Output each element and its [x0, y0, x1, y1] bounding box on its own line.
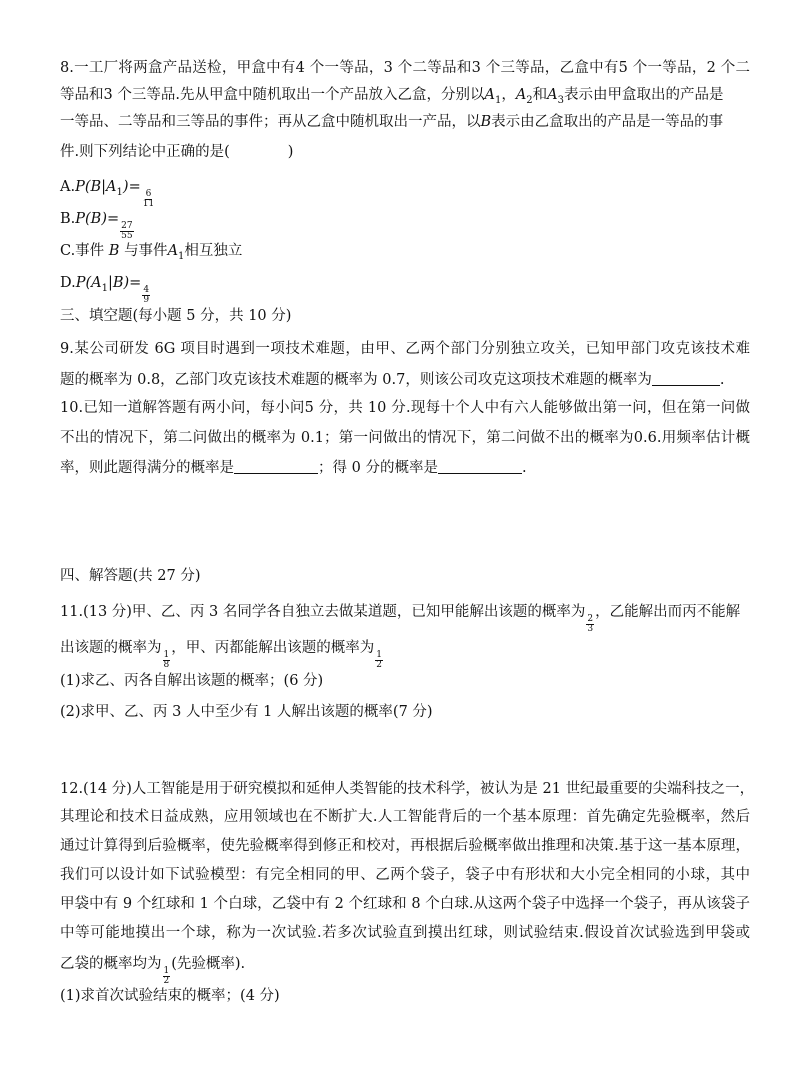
option-a-close: )=	[122, 179, 141, 195]
option-a-label: A.	[60, 179, 76, 195]
event-b: B	[480, 114, 492, 130]
fraction-den: 2	[376, 660, 382, 670]
fraction-num: 1	[163, 966, 170, 976]
q9-answer-blank[interactable]	[652, 371, 720, 386]
option-d-fraction	[142, 286, 150, 305]
q11-line1	[60, 602, 740, 634]
q12-line7-text: 乙袋的概率均为	[60, 956, 162, 972]
event-a2-sub: 2	[526, 94, 533, 106]
fraction-num: 1	[163, 650, 170, 660]
option-b-fraction	[120, 222, 133, 241]
q8-stem: 件.则下列结论中正确的是(	[60, 144, 230, 160]
option-b-expr: P(B)=	[75, 211, 120, 227]
q12-line6: 中等可能地摸出一个球，称为一次试验.若多次试验直到摸出红球，则试验结束.假设首次试验选到甲袋或	[60, 925, 750, 941]
fraction-den: 11	[142, 199, 155, 209]
q8-line2: 等品和3 个三等品.先从甲盒中随机取出一个产品放入乙盒，分别以$A_1$，$A_2$和$A_3$表示由甲盒取出的产品是	[60, 87, 724, 106]
q11-line2-mid: ，甲、丙都能解出该题的概率为	[171, 640, 375, 656]
q8-line1: 8.一工厂将两盒产品送检，甲盒中有4 个一等品，3 个二等品和3 个三等品，乙盒中有5 个一等品，2 个二	[60, 60, 750, 76]
event-a3-sub: 3	[557, 94, 565, 106]
q8-line3	[60, 112, 723, 132]
q11-line1-text: 11.(13 分)甲、乙、丙 3 名同学各自独立去做某道题，已知甲能解出该题的概率为	[60, 604, 586, 620]
q8-line3-tail: 表示由乙盒取出的产品是一等品的事	[491, 114, 724, 130]
q8-line2-tail: 表示由甲盒取出的产品是	[564, 87, 724, 103]
fraction-den: 3	[587, 624, 594, 634]
section4-title: 四、解答题(共 27 分)	[60, 568, 201, 584]
fraction-den: 55	[121, 231, 133, 241]
option-c-b: B	[108, 243, 120, 259]
option-d-expr: P(A	[75, 275, 102, 291]
fraction-den: 9	[143, 295, 150, 305]
q10-answer-blank-1[interactable]	[234, 459, 318, 474]
option-d-label: D.	[60, 275, 76, 291]
q9-line1: 9.某公司研发 6G 项目时遇到一项技术难题，由甲、乙两个部门分别独立攻关，已知甲部门攻克该技术难	[60, 341, 750, 357]
q11-fraction-3	[375, 651, 383, 670]
q8-option-c	[60, 241, 242, 261]
option-c-sub: 1	[178, 250, 185, 262]
q10-period: .	[521, 460, 527, 476]
event-a2: A	[515, 87, 527, 103]
option-a-expr: P(B|A	[75, 179, 117, 195]
q8-line3-text: 一等品、二等品和三等品的事件；再从乙盒中随机取出一产品，以	[60, 114, 481, 130]
fraction-num: 6	[145, 189, 152, 199]
q11-sub1: (1)求乙、丙各自解出该题的概率；(6 分)	[60, 673, 324, 689]
q8-option-a	[60, 177, 156, 209]
q8-and: 和	[532, 87, 548, 103]
event-a3: A	[547, 87, 558, 103]
fraction-num: 2	[587, 614, 594, 624]
q11-fraction-2	[163, 651, 171, 670]
fraction-den: 2	[163, 976, 170, 986]
q10-line1: 10.已知一道解答题有两小问，每小问5 分，共 10 分.现每十个人中有六人能够做出第一问，但在第一问做	[60, 400, 750, 416]
event-a1-sub: 1	[494, 94, 502, 106]
q12-line1: 12.(14 分)人工智能是用于研究模拟和延伸人类智能的技术科学，被认为是 21 世纪最重要的尖端科技之一，	[60, 781, 755, 797]
q12-line7-tail: (先验概率).	[171, 956, 246, 972]
fraction-num: 27	[121, 221, 133, 231]
q12-line7	[60, 954, 245, 986]
q8-paren-close: )	[287, 144, 294, 160]
event-a1: A	[484, 87, 495, 103]
option-a-fraction	[142, 190, 155, 209]
q9-period: .	[719, 372, 725, 388]
q11-sub2: (2)求甲、乙、丙 3 人中至少有 1 人解出该题的概率(7 分)	[60, 704, 433, 720]
option-c-a: A	[167, 243, 179, 259]
q11-line2-text: 出该题的概率为	[60, 640, 162, 656]
q8-option-d	[60, 273, 151, 305]
fraction-num: 1	[376, 650, 382, 660]
option-b-label: B.	[60, 211, 76, 227]
q9-line2	[60, 370, 724, 390]
q8-option-b	[60, 209, 135, 241]
fraction-den: 8	[163, 660, 170, 670]
q10-line3	[60, 458, 527, 478]
q10-line3-mid: ；得 0 分的概率是	[318, 460, 438, 476]
q8-line4	[60, 142, 293, 162]
option-a-sub: 1	[116, 186, 123, 198]
q11-line2	[60, 638, 384, 670]
q9-line2-text: 题的概率为 0.8，乙部门攻克该技术难题的概率为 0.7，则该公司攻克这项技术难题的概率为	[60, 372, 652, 388]
q10-line2: 不出的情况下，第二问做出的概率为 0.1；第一问做出的情况下，第二问做不出的概率为0.6.用频率估计概	[60, 430, 750, 446]
q12-line2: 其理论和技术日益成熟，应用领域也在不断扩大.人工智能背后的一个基本原理：首先确定先验概率，然后	[60, 809, 750, 825]
option-c-label: C.事件	[60, 243, 105, 259]
option-c-mid: 与事件	[124, 243, 168, 259]
section3-title: 三、填空题(每小题 5 分，共 10 分)	[60, 308, 292, 324]
q10-answer-blank-2[interactable]	[438, 459, 522, 474]
q11-line1-tail: ，乙能解出而丙不能解	[595, 604, 741, 620]
q11-fraction-1	[586, 615, 594, 634]
option-d-close: |B)=	[107, 275, 142, 291]
q12-line3: 通过计算得到后验概率，使先验概率得到修正和校对，再根据后验概率做出推理和决策.基于这一基本原理，	[60, 838, 750, 854]
q10-line3-text: 率，则此题得满分的概率是	[60, 460, 234, 476]
q12-line4: 我们可以设计如下试验模型：有完全相同的甲、乙两个袋子，袋子中有形状和大小完全相同的小球，其中	[60, 867, 750, 883]
q12-sub1: (1)求首次试验结束的概率；(4 分)	[60, 988, 280, 1004]
option-d-sub: 1	[101, 282, 108, 294]
fraction-num: 4	[143, 285, 150, 295]
q12-line5: 甲袋中有 9 个红球和 1 个白球，乙袋中有 2 个红球和 8 个白球.从这两个袋子中选择一个袋子，再从该袋子	[60, 896, 750, 912]
q12-fraction	[163, 967, 171, 986]
option-c-end: 相互独立	[184, 243, 243, 259]
q8-line2-text: 等品和3 个三等品.先从甲盒中随机取出一个产品放入乙盒，分别以	[60, 87, 485, 103]
